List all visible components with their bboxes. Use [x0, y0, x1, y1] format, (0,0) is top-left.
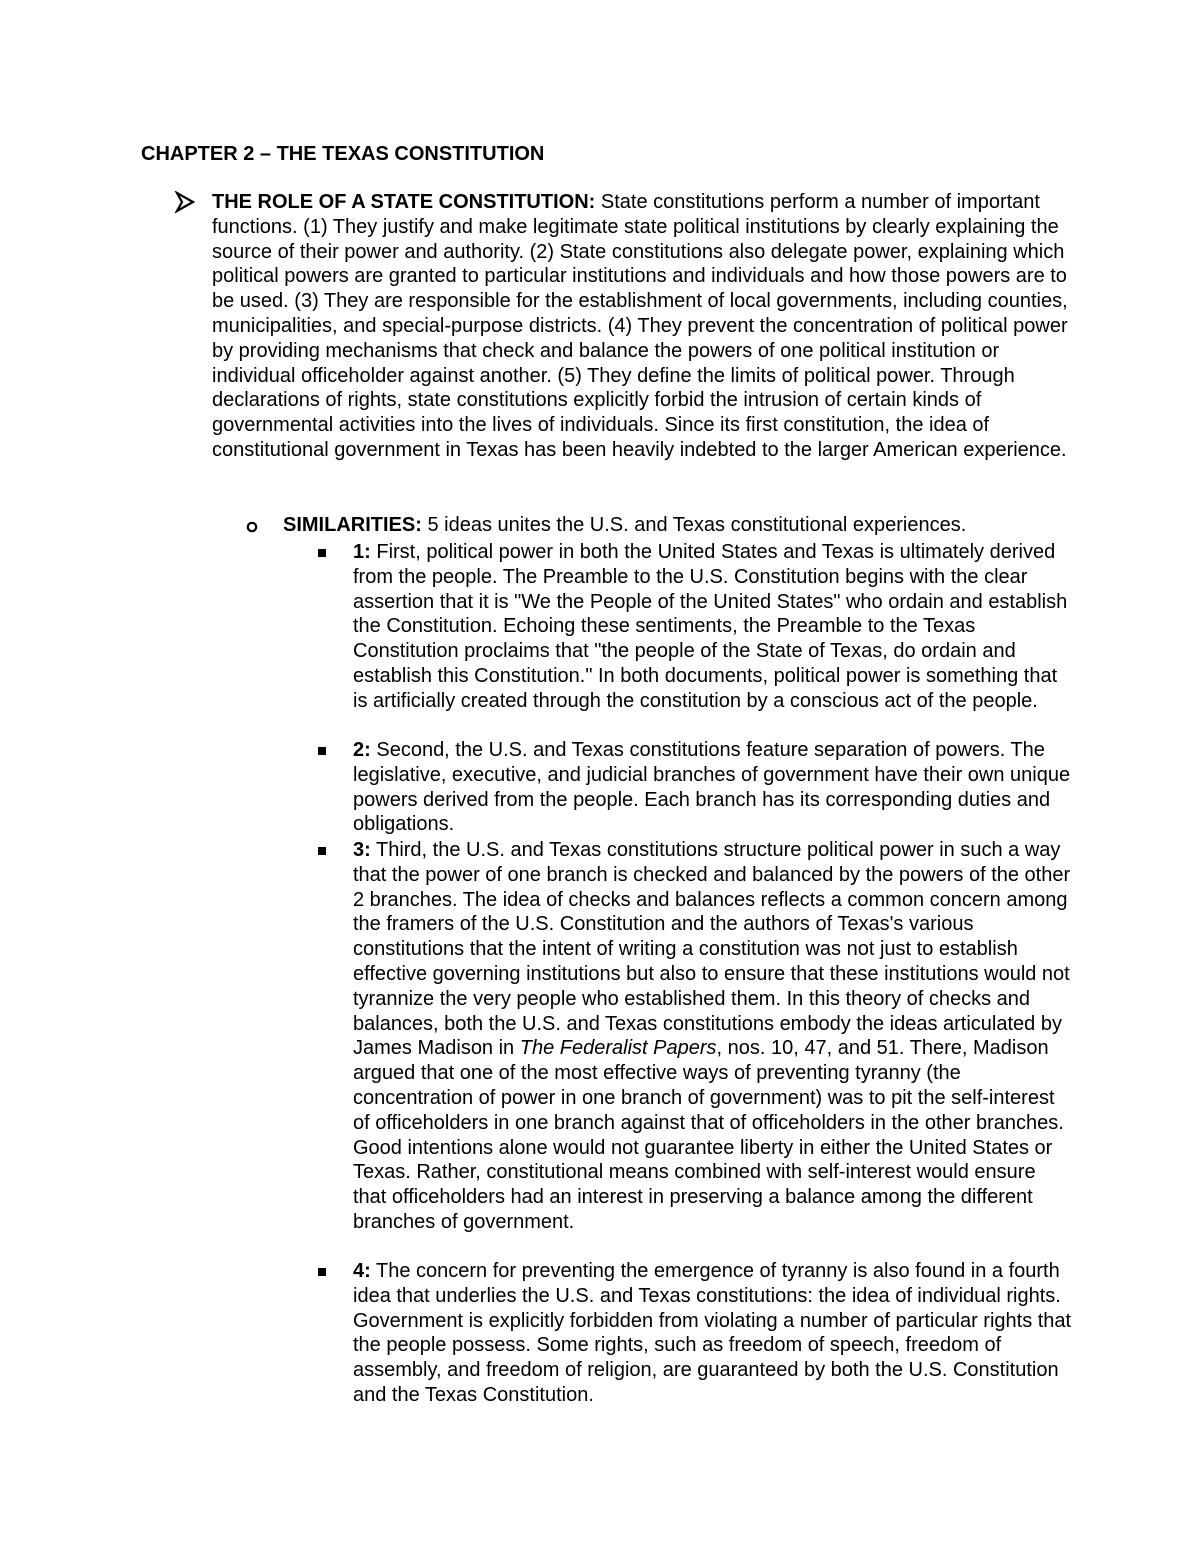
arrow-bullet-icon — [174, 191, 196, 213]
square-bullet-icon — [318, 747, 326, 755]
item-text-continued: , nos. 10, 47, and 51. There, Madison argued that one of the most effective ways of preventing tyranny (the concentration of power in one branch of government) was to pit the self-interest of officeholders in one branch against that of officeholders in the other branches. Good intentions alone would not guarantee liberty in either the United States or Texas. Rather, constitutional means combined with self-interest would ensure that officeholders had an interest in preserving a balance among the different branches of government. — [353, 1037, 1064, 1233]
square-bullet-icon — [318, 549, 326, 557]
item-label: 4: — [353, 1260, 371, 1282]
item-text: Second, the U.S. and Texas constitutions feature separation of powers. The legislative, executive, and judicial branches of government have their own unique powers derived from the people. Each branch has its corresponding duties and obligations. — [353, 739, 1071, 836]
similarities-heading: SIMILARITIES: — [283, 514, 422, 536]
list-item — [353, 738, 1073, 837]
circle-bullet-icon — [245, 519, 259, 533]
list-item — [353, 1259, 1073, 1408]
similarities-text: 5 ideas unites the U.S. and Texas constitutional experiences. — [421, 514, 967, 536]
item-text: Third, the U.S. and Texas constitutions structure political power in such a way that the power of one branch is checked and balanced by the powers of the other 2 branches. The idea of checks and balances reflects a common concern among the framers of the U.S. Constitution and the authors of Texas's various constitutions that the intent of writing a constitution was not just to establish effective governing institutions but also to ensure that these institutions would not tyrannize the very people who established them. In this theory of checks and balances, both the U.S. and Texas constitutions embody the ideas articulated by James Madison in — [353, 839, 1071, 1060]
list-item — [353, 540, 1073, 714]
item-italic-title: The Federalist Papers — [519, 1037, 717, 1060]
item-text: First, political power in both the United States and Texas is ultimately derived from the people. The Preamble to the U.S. Constitution begins with the clear assertion that it is "We the People of the United States" who ordain and establish the Constitution. Echoing these sentiments, the Preamble to the Texas Constitution proclaims that "the people of the State of Texas, do ordain and establish this Constitution." In both documents, political power is something that is artificially created through the constitution by a conscious act of the people. — [353, 541, 1068, 712]
item-label: 1: — [353, 541, 371, 563]
role-heading: THE ROLE OF A STATE CONSTITUTION: — [212, 191, 596, 213]
item-label: 2: — [353, 739, 371, 761]
square-bullet-icon — [318, 847, 326, 855]
role-text: State constitutions perform a number of important functions. (1) They justify and make legitimate state political institutions by clearly explaining the source of their power and authority. (2) State constitutions also delegate power, explaining which political powers are granted to particular institutions and individuals and how those powers are to be used. (3) They are responsible for the establishment of local governments, including counties, municipalities, and special-purpose districts. (4) They prevent the concentration of political power by providing mechanisms that check and balance the powers of one political institution or individual officeholder against another. (5) They define the limits of political power. Through declarations of rights, state constitutions explicitly forbid the intrusion of certain kinds of governmental activities into the lives of individuals. Since its first constitution, the idea of constitutional government in Texas has been heavily indebted to the larger American experience. — [212, 191, 1068, 461]
chapter-title: CHAPTER 2 – THE TEXAS CONSTITUTION — [141, 143, 545, 165]
item-text: The concern for preventing the emergence of tyranny is also found in a fourth idea that underlies the U.S. and Texas constitutions: the idea of individual rights. Government is explicitly forbidden from violating a number of particular rights that the people possess. Some rights, such as freedom of speech, freedom of assembly, and freedom of religion, are guaranteed by both the U.S. Constitution and the Texas Constitution. — [353, 1260, 1072, 1406]
similarities-paragraph — [283, 513, 1083, 538]
role-paragraph — [212, 190, 1072, 463]
square-bullet-icon — [318, 1268, 326, 1276]
item-label: 3: — [353, 839, 371, 861]
list-item — [353, 838, 1073, 1235]
